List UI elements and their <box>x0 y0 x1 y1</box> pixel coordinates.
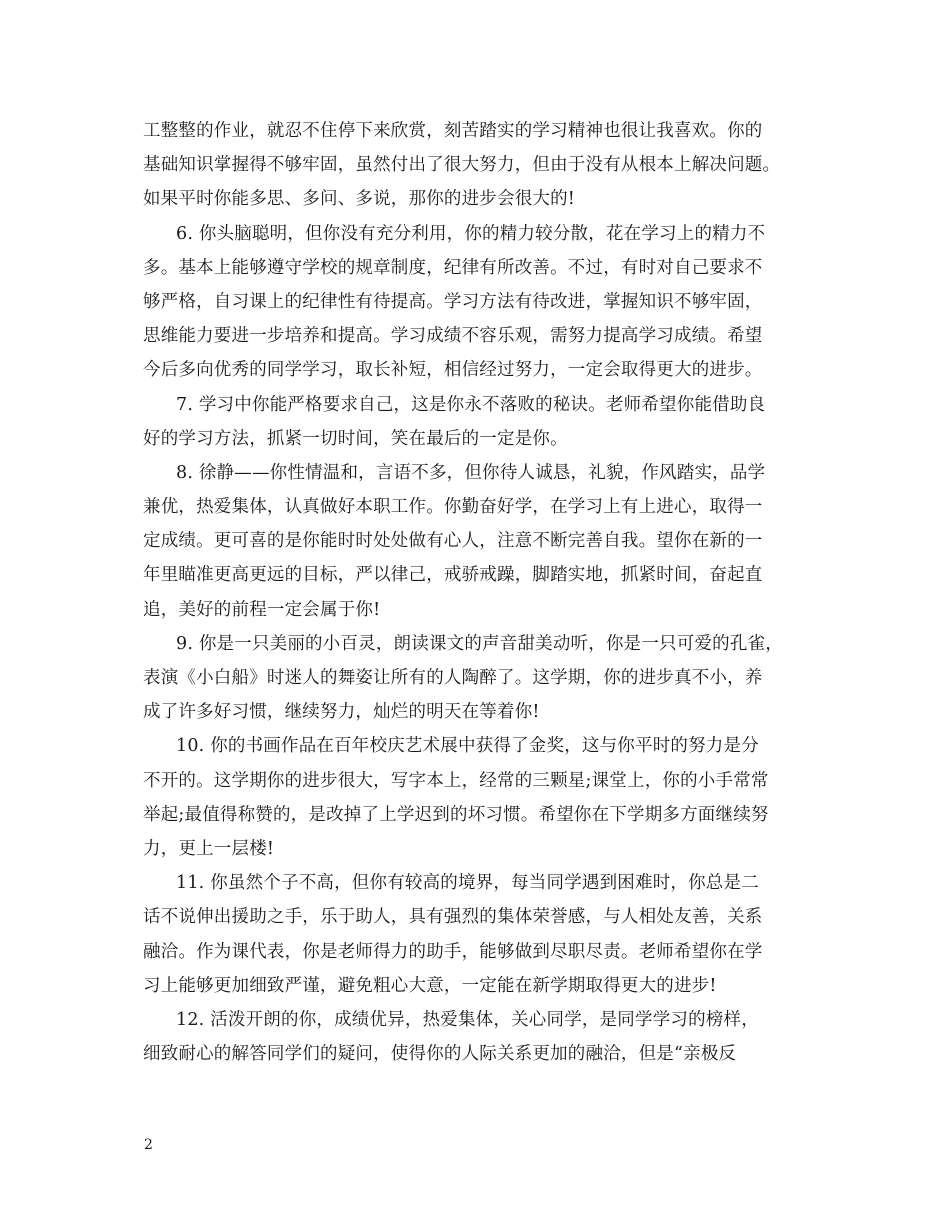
paragraph-first-line: 7. 学习中你能严格要求自己，这是你永不落败的秘诀。老师希望你能借助良 <box>176 394 766 415</box>
paragraph-line: 今后多向优秀的同学学习，取长补短，相信经过努力，一定会取得更大的进步。 <box>143 360 763 381</box>
page-number: 2 <box>144 1137 153 1153</box>
paragraph-first-line: 12. 活泼开朗的你，成绩优异，热爱集体，关心同学，是同学学习的榜样， <box>176 1009 759 1030</box>
paragraph-line: 表演《小白船》时迷人的舞姿让所有的人陶醉了。这学期，你的进步真不小，养 <box>143 668 763 688</box>
paragraph-line: 融洽。作为课代表，你是老师得力的助手，能够做到尽职尽责。老师希望你在学 <box>143 941 763 962</box>
paragraph-line: 话不说伸出援助之手，乐于助人，具有强烈的集体荣誉感，与人相处友善，关系 <box>143 907 763 928</box>
paragraph-line: 思维能力要进一步培养和提高。学习成绩不容乐观，需努力提高学习成绩。希望 <box>143 326 763 347</box>
paragraph-first-line: 8. 徐静——你性情温和，言语不多，但你待人诚恳，礼貌，作风踏实，品学 <box>176 462 766 483</box>
paragraph-first-line: 10. 你的书画作品在百年校庆艺术展中获得了金奖，这与你平时的努力是分 <box>176 736 759 757</box>
paragraph-line: 如果平时你能多思、多问、多说，那你的进步会很大的! <box>143 189 576 210</box>
paragraph-first-line: 11. 你虽然个子不高，但你有较高的境界，每当同学遇到困难时，你总是二 <box>176 873 759 894</box>
paragraph-line: 成了许多好习惯，继续努力，灿烂的明天在等着你! <box>143 702 540 723</box>
paragraph-line: 工整整的作业，就忍不住停下来欣赏，刻苦踏实的学习精神也很让我喜欢。你的 <box>143 121 763 141</box>
paragraph-line: 不开的。这学期你的进步很大，写字本上，经常的三颗星;课堂上，你的小手常常 <box>143 770 769 791</box>
paragraph-line: 定成绩。更可喜的是你能时时处处做有心人，注意不断完善自我。望你在新的一 <box>143 531 763 552</box>
paragraph-line: 多。基本上能够遵守学校的规章制度，纪律有所改善。不过，有时对自己要求不 <box>143 257 763 278</box>
paragraph-line: 习上能够更加细致严谨，避免粗心大意，一定能在新学期取得更大的进步! <box>143 975 717 996</box>
paragraph-line: 好的学习方法，抓紧一切时间，笑在最后的一定是你。 <box>143 428 568 449</box>
document-body <box>143 114 818 1071</box>
paragraph-line: 够严格，自习课上的纪律性有待提高。学习方法有待改进，掌握知识不够牢固， <box>143 291 763 312</box>
paragraph-first-line: 9. 你是一只美丽的小百灵，朗读课文的声音甜美动听，你是一只可爱的孔雀， <box>176 633 783 654</box>
paragraph-line: 力，更上一层楼! <box>143 838 275 859</box>
paragraph-line: 兼优，热爱集体，认真做好本职工作。你勤奋好学，在学习上有上进心，取得一 <box>143 497 763 518</box>
paragraph-line: 追，美好的前程一定会属于你! <box>143 599 381 620</box>
paragraph-line: 年里瞄准更高更远的目标，严以律己，戒骄戒躁，脚踏实地，抓紧时间，奋起直 <box>143 565 763 586</box>
paragraph-line: 细致耐心的解答同学们的疑问，使得你的人际关系更加的融洽，但是“亲极反 <box>143 1044 737 1065</box>
paragraph-line: 基础知识掌握得不够牢固，虽然付出了很大努力，但由于没有从根本上解决问题。 <box>143 155 781 176</box>
paragraph-first-line: 6. 你头脑聪明，但你没有充分利用，你的精力较分散，花在学习上的精力不 <box>176 223 766 244</box>
paragraph-line: 举起;最值得称赞的，是改掉了上学迟到的坏习惯。希望你在下学期多方面继续努 <box>143 804 769 825</box>
